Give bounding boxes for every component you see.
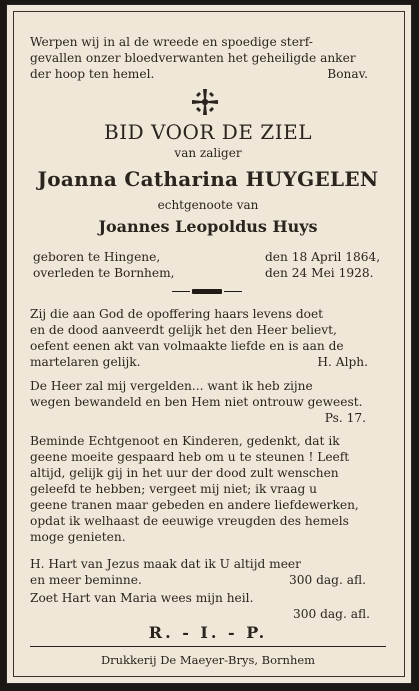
rip-closing: R. - I. - P. <box>148 623 268 642</box>
divider-ornament <box>192 289 222 294</box>
quote1-line2: en de dood aanveerdt gelijk het den Heer believt, <box>30 323 337 337</box>
van-zaliger: van zaliger <box>174 146 242 160</box>
farewell-line7: moge genieten. <box>30 530 126 544</box>
indulgence1-line1: H. Hart van Jezus maak dat ik U altijd meer <box>30 557 301 571</box>
farewell-line1: Beminde Echtgenoot en Kinderen, gedenkt, dat ik <box>30 434 340 448</box>
prayer-heading: BID VOOR DE ZIEL <box>104 120 312 144</box>
spouse-label: echtgenoote van <box>157 198 259 212</box>
verse-top-line2: gevallen onzer bloedverwanten het geheiligde anker <box>30 51 356 65</box>
verse-top-attribution: Bonav. <box>327 67 368 81</box>
died-date: den 24 Mei 1928. <box>265 266 374 280</box>
cross-ornament-icon <box>190 88 220 116</box>
printer-credit: Drukkerij De Maeyer-Brys, Bornhem <box>100 653 316 667</box>
indulgence1-days: 300 dag. afl. <box>288 573 366 587</box>
born-place: geboren te Hingene, <box>33 250 161 264</box>
deceased-name: Joanna Catharina HUYGELEN <box>37 167 379 191</box>
indulgence2-days: 300 dag. afl. <box>292 607 370 621</box>
farewell-text <box>30 433 386 545</box>
spouse-name: Joannes Leopoldus Huys <box>98 217 318 236</box>
quote1-line3: oefent eenen akt van volmaakte liefde en is aan de <box>30 339 344 353</box>
dates-block <box>33 249 383 281</box>
indulgence1-line2: en meer beminne. <box>30 573 142 587</box>
quote-alphonsus <box>30 306 386 370</box>
indulgence2-line1: Zoet Hart van Maria wees mijn heil. <box>30 591 254 605</box>
footer-rule <box>30 646 386 647</box>
farewell-line4: geleefd te hebben; vergeet mij niet; ik vraag u <box>30 482 318 496</box>
quote2-attribution: Ps. 17. <box>324 411 366 425</box>
indulgence-sacred-heart <box>30 556 386 588</box>
farewell-line2: geene moeite gespaard heb om u te steunen ! Leeft <box>30 450 350 464</box>
quote2-line2: wegen bewandeld en ben Hem niet ontrouw geweest. <box>30 395 363 409</box>
farewell-line5: geene tranen maar gebeden en andere liefdewerken, <box>30 498 359 512</box>
farewell-line6: opdat ik welhaast de eeuwige vreugden des hemels <box>30 514 349 528</box>
verse-top-line3: der hoop ten hemel. <box>30 67 155 81</box>
verse-top-line1: Werpen wij in al de wreede en spoedige sterf- <box>30 35 313 49</box>
quote-psalm <box>30 378 386 426</box>
farewell-line3: altijd, gelijk gij in het uur der dood zult wenschen <box>30 466 339 480</box>
quote1-line4: martelaren gelijk. <box>30 355 141 369</box>
died-place: overleden te Bornhem, <box>33 266 175 280</box>
quote1-attribution: H. Alph. <box>317 355 368 369</box>
born-date: den 18 April 1864, <box>265 250 381 264</box>
quote1-line1: Zij die aan God de opoffering haars levens doet <box>30 307 324 321</box>
verse-top <box>30 34 386 82</box>
indulgence-mary <box>30 590 386 622</box>
quote2-line1: De Heer zal mij vergelden... want ik heb zijne <box>30 379 313 393</box>
